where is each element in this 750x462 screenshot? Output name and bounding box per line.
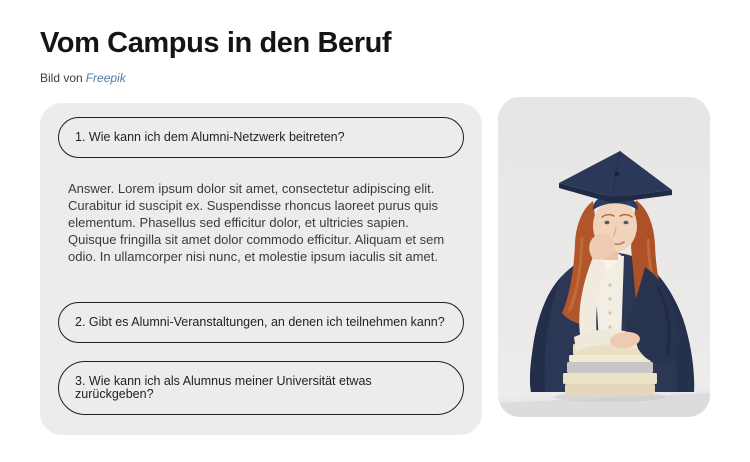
page-title: Vom Campus in den Beruf [40,27,392,59]
graduate-illustration [498,97,710,417]
faq-panel [40,103,482,435]
image-credit [40,71,710,85]
faq-question-2[interactable]: 2. Gibt es Alumni-Veranstaltungen, an denen ich teilnehmen kann? [58,302,464,343]
freepik-link[interactable]: Freepik [85,71,126,85]
image-credit-text: Bild von [40,71,83,85]
faq-answer-1: Answer. Lorem ipsum dolor sit amet, consectetur adipiscing elit. Curabitur id suscipit ex. Suspendisse rhoncus laoreet purus quis elementum. Phasellus sed efficitur dolor, et ultricies sapien. Quisque fringilla sit amet dolor commodo efficitur. Aliquam et sem odio. In ullamcorper nisi nunc, et molestie ipsum iaculis sit amet. [68,180,445,264]
faq-question-3[interactable]: 3. Wie kann ich als Alumnus meiner Universität etwas zurückgeben? [58,361,464,416]
content-row [40,103,710,435]
faq-question-1[interactable]: 1. Wie kann ich dem Alumni-Netzwerk beitreten? [58,117,464,158]
graduate-photo [498,97,710,417]
